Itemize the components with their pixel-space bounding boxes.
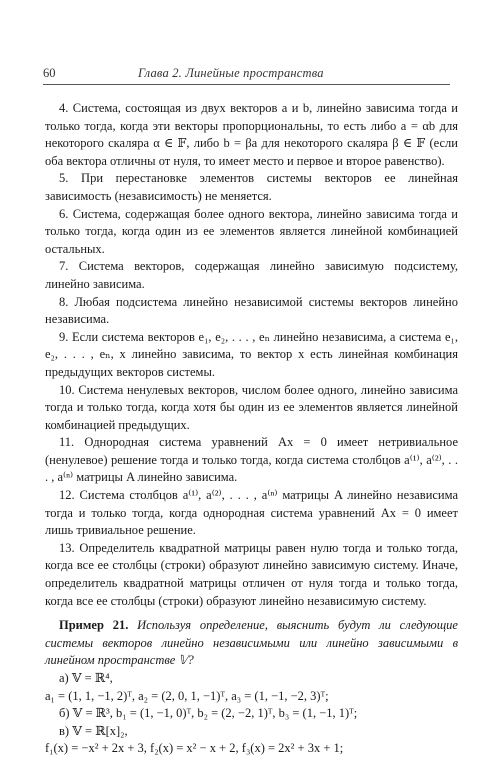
property-5: 5. При перестановке элементов системы векторов ее линейная зависимость (независимость) не меняется. bbox=[45, 171, 458, 203]
page-header bbox=[43, 66, 450, 84]
property-13: 13. Определитель квадратной матрицы равен нулю тогда и только тогда, когда все ее столбцы (строки) образуют линейно зависимую систему. Иначе, определитель квадратной матрицы отличен от нуля тогда и только тогда, когда все ее столбцы (строки) образуют линейно независимую систему. bbox=[45, 540, 458, 608]
page-number: 60 bbox=[43, 66, 56, 80]
property-7: 7. Система векторов, содержащая линейно зависимую подсистему, линейно зависима. bbox=[45, 259, 458, 291]
property-10: 10. Система ненулевых векторов, числом более одного, линейно зависима тогда и только тогда, когда хотя бы один из ее элементов является линейной комбинацией предыдущих. bbox=[45, 382, 458, 432]
property-12: 12. Система столбцов a⁽¹⁾, a⁽²⁾, . . . , a⁽ⁿ⁾ матрицы A линейно независима тогда и только тогда, когда однородная система уравнений Ax = 0 имеет лишь тривиальное решение. bbox=[45, 488, 458, 538]
example-statement: Используя определение, выяснить будут ли следующие системы векторов линейно независимыми или линейно зависимыми в линейном пространстве 𝕍? bbox=[45, 618, 458, 668]
example-21 bbox=[45, 617, 458, 670]
page-body bbox=[45, 100, 458, 758]
property-6: 6. Система, содержащая более одного вектора, линейно зависима тогда и только тогда, когда один из ее элементов является линейной комбинацией остальных. bbox=[45, 206, 458, 256]
header-rule bbox=[43, 84, 450, 85]
running-head: Глава 2. Линейные пространства bbox=[138, 66, 324, 80]
example-part-a-vectors: a₁ = (1, 1, −1, 2)ᵀ, a₂ = (2, 0, 1, −1)ᵀ, a₃ = (1, −1, −2, 3)ᵀ; bbox=[45, 688, 329, 703]
example-part-c-polynomials: f₁(x) = −x² + 2x + 3, f₂(x) = x² − x + 2, f₃(x) = 2x² + 3x + 1; bbox=[45, 741, 344, 756]
property-8: 8. Любая подсистема линейно независимой системы векторов линейно независима. bbox=[45, 294, 458, 327]
property-4: 4. Система, состоящая из двух векторов a и b, линейно зависима тогда и только тогда, когда эти векторы пропорциональны, то есть либо a = αb для некоторого скаляра α ∈ 𝔽, либо b = βa для некоторого скаляра β ∈ 𝔽 (если оба вектора отличны от нуля, то имеет место и первое и второе равенство). bbox=[45, 101, 458, 168]
property-11: 11. Однородная система уравнений Ax = 0 имеет нетривиальное (ненулевое) решение тогда и только тогда, когда система столбцов a⁽¹⁾, a⁽²⁾, . . . , a⁽ⁿ⁾ матрицы A линейно зависима. bbox=[45, 435, 458, 485]
property-9: 9. Если система векторов e₁, e₂, . . . , eₙ линейно независима, а система e₁, e₂, . . . , eₙ, x линейно зависима, то вектор x есть линейная комбинация предыдущих векторов системы. bbox=[45, 329, 458, 379]
example-part-b: б) 𝕍 = ℝ³, b₁ = (1, −1, 0)ᵀ, b₂ = (2, −2, 1)ᵀ, b₃ = (1, −1, 1)ᵀ; bbox=[59, 706, 358, 721]
example-part-c-space: в) 𝕍 = ℝ[x]₂, bbox=[59, 723, 128, 738]
example-label: Пример 21. bbox=[59, 618, 129, 633]
example-part-a-space: а) 𝕍 = ℝ⁴, bbox=[59, 671, 113, 685]
